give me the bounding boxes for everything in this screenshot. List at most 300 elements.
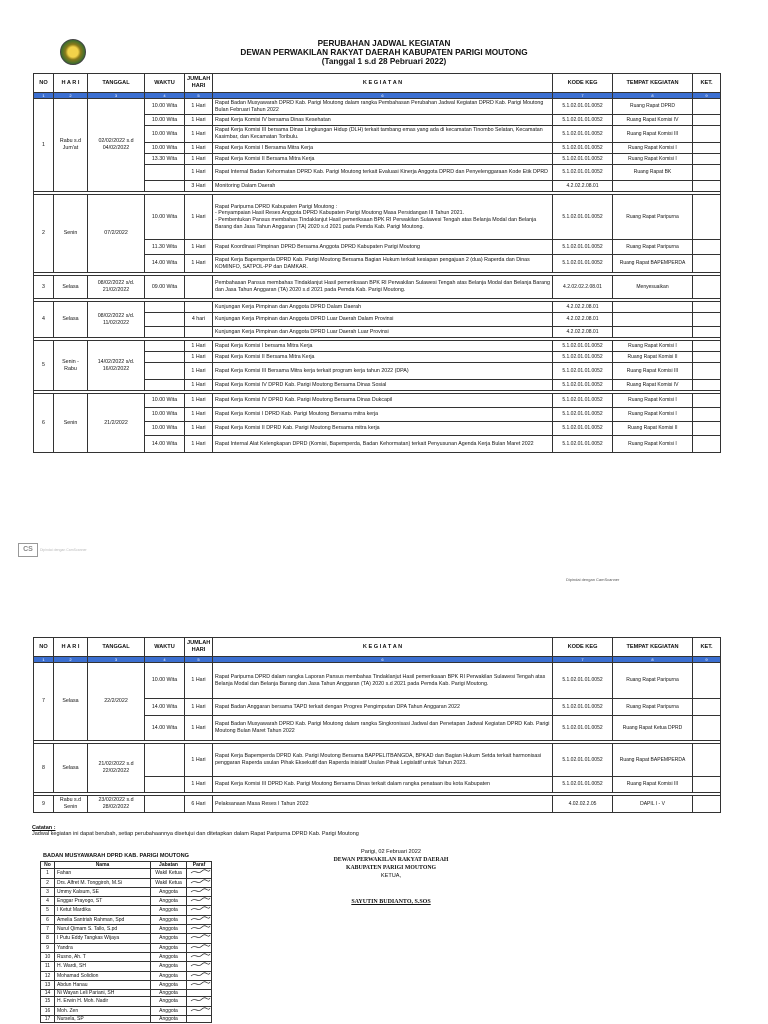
cell-kode-keg: 5.1.02.01.01.0052	[553, 663, 613, 699]
cell-jumlah-hari: 1 Hari	[185, 195, 213, 240]
column-header-tanggal: TANGGAL	[88, 74, 145, 93]
paraf-signature-mark	[189, 997, 211, 1003]
cell-hari: Selasa	[54, 302, 88, 338]
cell-waktu	[145, 380, 185, 391]
paraf-signature-mark	[189, 916, 211, 922]
member-paraf-signature	[187, 906, 212, 915]
cell-kegiatan: Rapat Kerja Komisi I bersama Mitra Kerja	[213, 341, 553, 352]
member-paraf-signature	[187, 897, 212, 906]
cell-waktu	[145, 363, 185, 380]
cell-tempat: Ruang Rapat Komisi III	[613, 363, 693, 380]
member-role: Anggota	[151, 934, 187, 943]
index-cell: 9	[693, 93, 721, 99]
cell-tempat: Ruang Rapat Komisi IV	[613, 115, 693, 126]
cell-kode-keg: 5.1.02.01.01.0052	[553, 99, 613, 115]
cell-ket	[693, 327, 721, 338]
cell-kegiatan: Pembahasan Pansus membahas Tindaklanjut Hasil pemeriksaan BPK RI Perwakilan Sulawesi Tengah atas Belanja Modal dan Belanja Barang dan Jasa Tahun Anggaran (TA) 2020 s.d 2021 pada Pemda Kab. Parigi Moutong.	[213, 276, 553, 299]
cell-jumlah-hari: 1 Hari	[185, 143, 213, 154]
column-header-jumlah: JUMLAH HARI	[185, 638, 213, 657]
column-header-tempat: TEMPAT KEGIATAN	[613, 74, 693, 93]
cell-tempat: Ruang Rapat Komisi I	[613, 154, 693, 165]
cell-kode-keg: 4.2.02.02.2.08.01	[553, 276, 613, 299]
index-cell: 3	[88, 657, 145, 663]
cell-ket	[693, 276, 721, 299]
cell-kode-keg: 5.1.02.01.01.0052	[553, 115, 613, 126]
cell-kegiatan: Rapat Paripurna DPRD Kabupaten Parigi Moutong : - Penyampaian Hasil Reses Anggota DPRD Kabupaten Parigi Moutong Masa Persidangan III Tahun 2021. - Pembentukan Pansus membahas Tindaklanjut Hasil pemeriksaan BPK RI Perwakilan Sulawesi Tengah atas Belanja Modal dan Belanja Barang dan Jasa Tahun Anggaran (TA) 2020 s.d 2021 pada Pemda Kab. Parigi Moutong.	[213, 195, 553, 240]
cell-ket	[693, 195, 721, 240]
cell-kode-keg: 5.1.02.01.01.0052	[553, 143, 613, 154]
paraf-signature-mark	[189, 1007, 211, 1013]
bamus-title: BADAN MUSYAWARAH DPRD KAB. PARIGI MOUTONG	[43, 853, 189, 859]
member-row	[41, 943, 212, 952]
cell-kegiatan: Rapat Kerja Bapemperda DPRD Kab. Parigi Moutong Bersama Bagian Hukum terkait kesiapan pengajuan 2 (dua) Raperda dan Dinas KOMINFO, SATPOL-PP dan DAMKAR.	[213, 255, 553, 273]
member-role: Wakil Ketua	[151, 878, 187, 887]
table-row	[34, 796, 721, 813]
cell-ket	[693, 408, 721, 422]
member-paraf-signature	[187, 962, 212, 971]
cell-kegiatan: Kunjungan Kerja Pimpinan dan Anggota DPRD Luar Daerah Dalam Provinsi	[213, 313, 553, 327]
cell-kegiatan: Rapat Internal Badan Kehormatan DPRD Kab. Parigi Moutong terkait Evaluasi Kinerja Anggota DPRD dan Penyelenggaraan Kode Etik DPRD	[213, 165, 553, 181]
member-row	[41, 990, 212, 997]
member-role: Anggota	[151, 887, 187, 896]
index-cell: 1	[34, 657, 54, 663]
cell-ket	[693, 436, 721, 453]
cell-tempat: Ruang Rapat Komisi I	[613, 341, 693, 352]
paraf-signature-mark	[189, 981, 211, 987]
column-header-kode: KODE KEG	[553, 638, 613, 657]
doc-title-1: PERUBAHAN JADWAL KEGIATAN	[317, 39, 451, 48]
cell-hari: Senin	[54, 195, 88, 273]
cell-ket	[693, 240, 721, 255]
member-row	[41, 897, 212, 906]
member-name: Yandra	[55, 943, 151, 952]
cell-kode-keg: 5.1.02.01.01.0052	[553, 363, 613, 380]
cell-kode-keg: 4.2.02.2.08.01	[553, 302, 613, 313]
cell-jumlah-hari: 1 Hari	[185, 352, 213, 363]
member-paraf-signature	[187, 943, 212, 952]
cell-no: 6	[34, 394, 54, 453]
cell-ket	[693, 744, 721, 777]
member-name: Ummy Kalsum, SE	[55, 887, 151, 896]
bamus-header-0: No	[41, 862, 55, 869]
member-name: H. Wardi, SH	[55, 962, 151, 971]
member-no: 2	[41, 878, 55, 887]
member-paraf-signature	[187, 980, 212, 989]
cell-waktu: 10.00 Wita	[145, 422, 185, 436]
member-role: Anggota	[151, 897, 187, 906]
column-header-waktu: WAKTU	[145, 74, 185, 93]
cell-jumlah-hari: 1 Hari	[185, 699, 213, 716]
column-header-kegiatan: K E G I A T A N	[213, 638, 553, 657]
column-header-no: NO	[34, 638, 54, 657]
cell-kegiatan: Rapat Kerja Komisi III Bersama Mitra kerja terkait program kerja tahun 2022 (DPA)	[213, 363, 553, 380]
paraf-signature-mark	[189, 972, 211, 978]
signature-place-date: Parigi, 02 Februari 2022	[360, 849, 421, 855]
column-header-kegiatan: K E G I A T A N	[213, 74, 553, 93]
note-text: Jadwal kegiatan ini dapat berubah, setiap perubahaannya disetujui dan ditetapkan dalam Rapat Paripurna DPRD Kab. Parigi Moutong	[32, 831, 359, 837]
paraf-signature-mark	[189, 869, 211, 875]
paraf-signature-mark	[189, 962, 211, 968]
cell-kode-keg: 4.2.02.2.08.01	[553, 313, 613, 327]
cell-tanggal: 02/02/2022 s.d 04/02/2022	[88, 99, 145, 192]
cell-kegiatan: Rapat Internal Alat Kelengkapan DPRD (Komisi, Bapemperda, Badan Kehormatan) terkait Penyusunan Agenda Kerja Bulan Maret 2022	[213, 436, 553, 453]
cell-kegiatan: Kunjungan Kerja Pimpinan dan Anggota DPRD Luar Daerah Luar Provinsi	[213, 327, 553, 338]
cell-jumlah-hari: 1 Hari	[185, 744, 213, 777]
cell-ket	[693, 663, 721, 699]
cell-jumlah-hari	[185, 327, 213, 338]
cell-ket	[693, 143, 721, 154]
member-name: Abdun Hanau	[55, 980, 151, 989]
index-cell: 6	[213, 657, 553, 663]
member-row	[41, 962, 212, 971]
cell-jumlah-hari: 1 Hari	[185, 663, 213, 699]
cell-waktu: 10.00 Wita	[145, 115, 185, 126]
cell-kegiatan: Rapat Paripurna DPRD dalam rangka Laporan Pansus membahas Tindaklanjut Hasil pemeriksaan BPK RI Perwakilan Sulawesi Tengah atas Belanja Modal dan Belanja Barang dan Jasa Tahun Anggaran (TA) 2020 s.d 2021 pada Pemda Kab. Parigi Moutong.	[213, 663, 553, 699]
cell-tanggal: 14/02/2022 s/d. 16/02/2022	[88, 341, 145, 391]
member-row	[41, 980, 212, 989]
cell-kegiatan: Rapat Kerja Bapemperda DPRD Kab. Parigi Moutong Bersama BAPPELITBANGDA, BPKAD dan Bagian Hukum Setda terkait harmonisasi penggaran Raperda usulan Pihak Eksekutif dan Raperda inisiatif Usulan Pihak Legislatif untuk Tahun 2023.	[213, 744, 553, 777]
member-no: 9	[41, 943, 55, 952]
member-name: I Ketut Mardika	[55, 906, 151, 915]
member-no: 13	[41, 980, 55, 989]
paraf-signature-mark	[189, 897, 211, 903]
cell-tempat: Ruang Rapat Paripurna	[613, 195, 693, 240]
member-paraf-signature	[187, 869, 212, 878]
cell-waktu: 10.00 Wita	[145, 663, 185, 699]
column-header-jumlah: JUMLAH HARI	[185, 74, 213, 93]
doc-title-2: DEWAN PERWAKILAN RAKYAT DAERAH KABUPATEN PARIGI MOUTONG	[240, 48, 528, 57]
member-no: 12	[41, 971, 55, 980]
paraf-signature-mark	[189, 879, 211, 885]
cell-waktu	[145, 341, 185, 352]
index-cell: 5	[185, 657, 213, 663]
table-row	[34, 744, 721, 777]
cell-ket	[693, 255, 721, 273]
cell-tempat: Ruang Rapat DPRD	[613, 99, 693, 115]
cell-jumlah-hari: 1 Hari	[185, 115, 213, 126]
cell-tempat: Menyesuaikan	[613, 276, 693, 299]
cell-ket	[693, 313, 721, 327]
cell-kode-keg: 4.02.02.2.05	[553, 796, 613, 813]
member-role: Anggota	[151, 1016, 187, 1023]
cell-ket	[693, 394, 721, 408]
member-no: 4	[41, 897, 55, 906]
member-row	[41, 878, 212, 887]
table-row	[34, 341, 721, 352]
cell-waktu	[145, 777, 185, 793]
cell-ket	[693, 716, 721, 741]
cell-hari: Rabu s.d Senin	[54, 796, 88, 813]
member-role: Anggota	[151, 971, 187, 980]
table-row	[34, 394, 721, 408]
cell-ket	[693, 796, 721, 813]
bamus-header-1: Nama	[55, 862, 151, 869]
cell-ket	[693, 380, 721, 391]
cell-jumlah-hari: 1 Hari	[185, 716, 213, 741]
cell-hari: Senin	[54, 394, 88, 453]
cell-kegiatan: Rapat Badan Musyawarah DPRD Kab. Parigi Moutong dalam rangka Singkronisasi Jadwal dan Penetapan Jadwal Kegiatan DPRD Kab. Parigi Moutong Bulan Maret Tahun 2022	[213, 716, 553, 741]
cell-tanggal: 08/02/2022 s/d. 11/02/2022	[88, 302, 145, 338]
cell-tempat: Ruang Rapat Komisi I	[613, 394, 693, 408]
member-name: Amelia Santriah Rahman, Spd	[55, 915, 151, 924]
cell-waktu: 10.00 Wita	[145, 99, 185, 115]
cell-hari: Selasa	[54, 744, 88, 793]
cell-kode-keg: 4.2.02.2.08.01	[553, 327, 613, 338]
cell-waktu: 10.00 Wita	[145, 394, 185, 408]
cell-kegiatan: Rapat Kerja Komisi III DPRD Kab. Parigi Moutong Bersama Dinas terkait dalam rangka penataan ibu kota Kabupaten	[213, 777, 553, 793]
cell-kegiatan: Monitoring Dalam Daerah	[213, 181, 553, 192]
member-paraf-signature	[187, 1016, 212, 1023]
cell-tempat: Ruang Rapat Paripurna	[613, 240, 693, 255]
member-role: Anggota	[151, 997, 187, 1006]
member-no: 14	[41, 990, 55, 997]
signature-block	[312, 848, 470, 906]
cell-jumlah-hari: 1 Hari	[185, 408, 213, 422]
member-name: Nursela, SP	[55, 1016, 151, 1023]
cell-waktu: 14.00 Wita	[145, 436, 185, 453]
index-cell: 7	[553, 657, 613, 663]
cell-jumlah-hari: 1 Hari	[185, 255, 213, 273]
member-no: 15	[41, 997, 55, 1006]
cell-kode-keg: 5.1.02.01.01.0052	[553, 699, 613, 716]
cell-kode-keg: 5.1.02.01.01.0052	[553, 352, 613, 363]
cell-jumlah-hari: 1 Hari	[185, 380, 213, 391]
cell-ket	[693, 699, 721, 716]
cell-ket	[693, 165, 721, 181]
paraf-signature-mark	[189, 906, 211, 912]
member-paraf-signature	[187, 1006, 212, 1015]
cell-jumlah-hari: 1 Hari	[185, 363, 213, 380]
cell-waktu	[145, 313, 185, 327]
member-no: 6	[41, 915, 55, 924]
member-name: Rusno, Ah. T	[55, 952, 151, 961]
bamus-header-3: Paraf	[187, 862, 212, 869]
member-paraf-signature	[187, 952, 212, 961]
cell-tempat: Ruang Rapat Komisi II	[613, 352, 693, 363]
cell-waktu	[145, 181, 185, 192]
cell-waktu: 14.00 Wita	[145, 699, 185, 716]
cell-kegiatan: Rapat Kerja Komisi II Bersama Mitra Kerja	[213, 352, 553, 363]
paraf-signature-mark	[189, 925, 211, 931]
cell-tempat: Ruang Rapat BAPEMPERDA	[613, 744, 693, 777]
cell-no: 3	[34, 276, 54, 299]
member-role: Anggota	[151, 943, 187, 952]
member-paraf-signature	[187, 878, 212, 887]
member-role: Anggota	[151, 925, 187, 934]
member-name: I Putu Eddy Tangkas Wijaya	[55, 934, 151, 943]
member-no: 8	[41, 934, 55, 943]
member-paraf-signature	[187, 934, 212, 943]
cell-waktu: 14.00 Wita	[145, 255, 185, 273]
cell-waktu	[145, 744, 185, 777]
cell-kode-keg: 5.1.02.01.01.0052	[553, 255, 613, 273]
index-cell: 2	[54, 657, 88, 663]
schedule-table-page-1	[33, 73, 721, 453]
cell-tempat	[613, 327, 693, 338]
member-role: Anggota	[151, 962, 187, 971]
cell-waktu: 11.30 Wita	[145, 240, 185, 255]
member-paraf-signature	[187, 887, 212, 896]
cell-waktu: 10.00 Wita	[145, 195, 185, 240]
member-role: Anggota	[151, 952, 187, 961]
cell-kode-keg: 5.1.02.01.01.0052	[553, 154, 613, 165]
note-label: Catatan :	[32, 825, 56, 831]
cell-kegiatan: Rapat Koordinasi Pimpinan DPRD Bersama Anggota DPRD Kabupaten Parigi Moutong	[213, 240, 553, 255]
cell-waktu	[145, 796, 185, 813]
cell-jumlah-hari: 1 Hari	[185, 394, 213, 408]
member-row	[41, 1006, 212, 1015]
cell-tempat: Ruang Rapat BK	[613, 165, 693, 181]
cell-kegiatan: Rapat Badan Anggaran bersama TAPD terkait dengan Progres Pengimputan DPA Tahun Anggaran 2022	[213, 699, 553, 716]
cell-no: 5	[34, 341, 54, 391]
table-row	[34, 195, 721, 240]
member-no: 17	[41, 1016, 55, 1023]
index-cell: 7	[553, 93, 613, 99]
member-row	[41, 915, 212, 924]
cell-jumlah-hari	[185, 276, 213, 299]
member-role: Anggota	[151, 915, 187, 924]
cell-kegiatan: Rapat Kerja Komisi II DPRD Kab. Parigi Moutong Bersama mitra kerja	[213, 422, 553, 436]
cell-no: 8	[34, 744, 54, 793]
cell-no: 7	[34, 663, 54, 741]
cell-tempat: Ruang Rapat Ketua DPRD	[613, 716, 693, 741]
cell-ket	[693, 99, 721, 115]
doc-title-3: (Tanggal 1 s.d 28 Pebruari 2022)	[321, 57, 447, 66]
cell-waktu	[145, 327, 185, 338]
cell-no: 2	[34, 195, 54, 273]
cell-waktu	[145, 165, 185, 181]
index-cell: 4	[145, 93, 185, 99]
member-name: Enggar Prayogo, ST	[55, 897, 151, 906]
member-no: 1	[41, 869, 55, 878]
cell-hari: Selasa	[54, 663, 88, 741]
cell-hari: Rabu s.d Jum'at	[54, 99, 88, 192]
member-no: 7	[41, 925, 55, 934]
cell-ket	[693, 777, 721, 793]
cell-tempat	[613, 313, 693, 327]
column-header-tanggal: TANGGAL	[88, 638, 145, 657]
cell-jumlah-hari: 1 Hari	[185, 240, 213, 255]
member-no: 10	[41, 952, 55, 961]
column-header-ket: KET.	[693, 638, 721, 657]
cell-ket	[693, 126, 721, 143]
index-cell: 3	[88, 93, 145, 99]
index-cell: 5	[185, 93, 213, 99]
member-role: Anggota	[151, 906, 187, 915]
cell-waktu: 14.00 Wita	[145, 716, 185, 741]
cell-jumlah-hari: 1 Hari	[185, 777, 213, 793]
cell-hari: Senin - Rabu	[54, 341, 88, 391]
header-row	[34, 638, 721, 657]
cell-tanggal: 08/02/2022 s/d. 21/02/2022	[88, 276, 145, 299]
index-cell: 4	[145, 657, 185, 663]
cell-ket	[693, 154, 721, 165]
cell-kegiatan: Rapat Kerja Komisi IV DPRD Kab. Parigi Moutong Bersama Dinas Dukcapil	[213, 394, 553, 408]
cell-kegiatan: Rapat Badan Musyawarah DPRD Kab. Parigi Moutong dalam rangka Pembahasan Perubahan Jadwal Kegiatan DPRD Kab. Parigi Moutong Bulan Februari Tahun 2022	[213, 99, 553, 115]
index-cell: 2	[54, 93, 88, 99]
member-role: Anggota	[151, 990, 187, 997]
cell-tempat: Ruang Rapat Komisi I	[613, 143, 693, 154]
signature-name: SAYUTIN BUDIANTO, S.SOS	[351, 899, 431, 905]
cell-kode-keg: 5.1.02.01.01.0052	[553, 165, 613, 181]
table-row	[34, 302, 721, 313]
cell-waktu	[145, 302, 185, 313]
paraf-signature-mark	[189, 934, 211, 940]
cell-hari: Selasa	[54, 276, 88, 299]
cell-no: 1	[34, 99, 54, 192]
cell-tanggal: 07/2/2022	[88, 195, 145, 273]
member-name: Moh. Zen	[55, 1006, 151, 1015]
cell-kode-keg: 5.1.02.01.01.0052	[553, 716, 613, 741]
cell-kegiatan: Rapat Kerja Komisi IV DPRD Kab. Parigi Moutong Bersama Dinas Sosial	[213, 380, 553, 391]
cell-tempat: DAPIL I - V	[613, 796, 693, 813]
column-header-kode: KODE KEG	[553, 74, 613, 93]
cell-kode-keg: 5.1.02.01.01.0052	[553, 744, 613, 777]
cell-ket	[693, 422, 721, 436]
member-no: 3	[41, 887, 55, 896]
member-row	[41, 869, 212, 878]
cell-kode-keg: 5.1.02.01.01.0052	[553, 394, 613, 408]
cell-jumlah-hari: 1 Hari	[185, 154, 213, 165]
cell-waktu: 13.30 Wita	[145, 154, 185, 165]
cell-kegiatan: Pelaksanaan Masa Reses I Tahun 2022	[213, 796, 553, 813]
cell-ket	[693, 181, 721, 192]
cell-kegiatan: Rapat Kerja Komisi III bersama Dinas Lingkungan Hidup (DLH) terkait tambang emas yang ada di kecamatan Tinombo Selatan, Kecamatan Kasimbar, dan Kecamatan Toribulu.	[213, 126, 553, 143]
member-paraf-signature	[187, 925, 212, 934]
header-row	[34, 74, 721, 93]
member-name: Nurul Qimam S. Tallo, S.pd	[55, 925, 151, 934]
bamus-members-table	[40, 861, 212, 1023]
member-paraf-signature	[187, 990, 212, 997]
cell-waktu	[145, 352, 185, 363]
cell-tempat: Ruang Rapat Komisi III	[613, 126, 693, 143]
bamus-header-row	[41, 862, 212, 869]
cell-kegiatan: Rapat Kerja Komisi I DPRD Kab. Parigi Moutong Bersama mitra kerja	[213, 408, 553, 422]
note	[32, 825, 359, 837]
cell-tanggal: 22/2/2022	[88, 663, 145, 741]
cell-kode-keg: 5.1.02.01.01.0052	[553, 195, 613, 240]
member-paraf-signature	[187, 915, 212, 924]
cell-waktu: 10.00 Wita	[145, 126, 185, 143]
cell-tempat: Ruang Rapat Komisi III	[613, 777, 693, 793]
cell-kegiatan: Kunjungan Kerja Pimpinan dan Anggota DPRD Dalam Daerah	[213, 302, 553, 313]
camscanner-watermark-right: Dipindai dengan CamScanner	[566, 577, 620, 582]
cell-kode-keg: 5.1.02.01.01.0052	[553, 408, 613, 422]
cell-jumlah-hari: 1 Hari	[185, 436, 213, 453]
camscanner-logo: CS	[18, 543, 38, 557]
cell-kode-keg: 5.1.02.01.01.0052	[553, 436, 613, 453]
member-no: 11	[41, 962, 55, 971]
cell-ket	[693, 341, 721, 352]
index-cell: 8	[613, 657, 693, 663]
column-header-waktu: WAKTU	[145, 638, 185, 657]
cell-jumlah-hari: 1 Hari	[185, 341, 213, 352]
member-row	[41, 925, 212, 934]
member-name: Fahan	[55, 869, 151, 878]
cell-jumlah-hari	[185, 302, 213, 313]
cell-no: 4	[34, 302, 54, 338]
index-cell: 8	[613, 93, 693, 99]
cell-waktu: 10.00 Wita	[145, 408, 185, 422]
member-paraf-signature	[187, 971, 212, 980]
signature-org-2: KABUPATEN PARIGI MOUTONG	[345, 865, 437, 871]
cell-ket	[693, 115, 721, 126]
cell-kegiatan: Rapat Kerja Komisi II Bersama Mitra Kerja	[213, 154, 553, 165]
signature-role: KETUA,	[380, 873, 402, 879]
member-row	[41, 1016, 212, 1023]
cell-tempat: Ruang Rapat Komisi I	[613, 436, 693, 453]
cell-tempat: Ruang Rapat BAPEMPERDA	[613, 255, 693, 273]
